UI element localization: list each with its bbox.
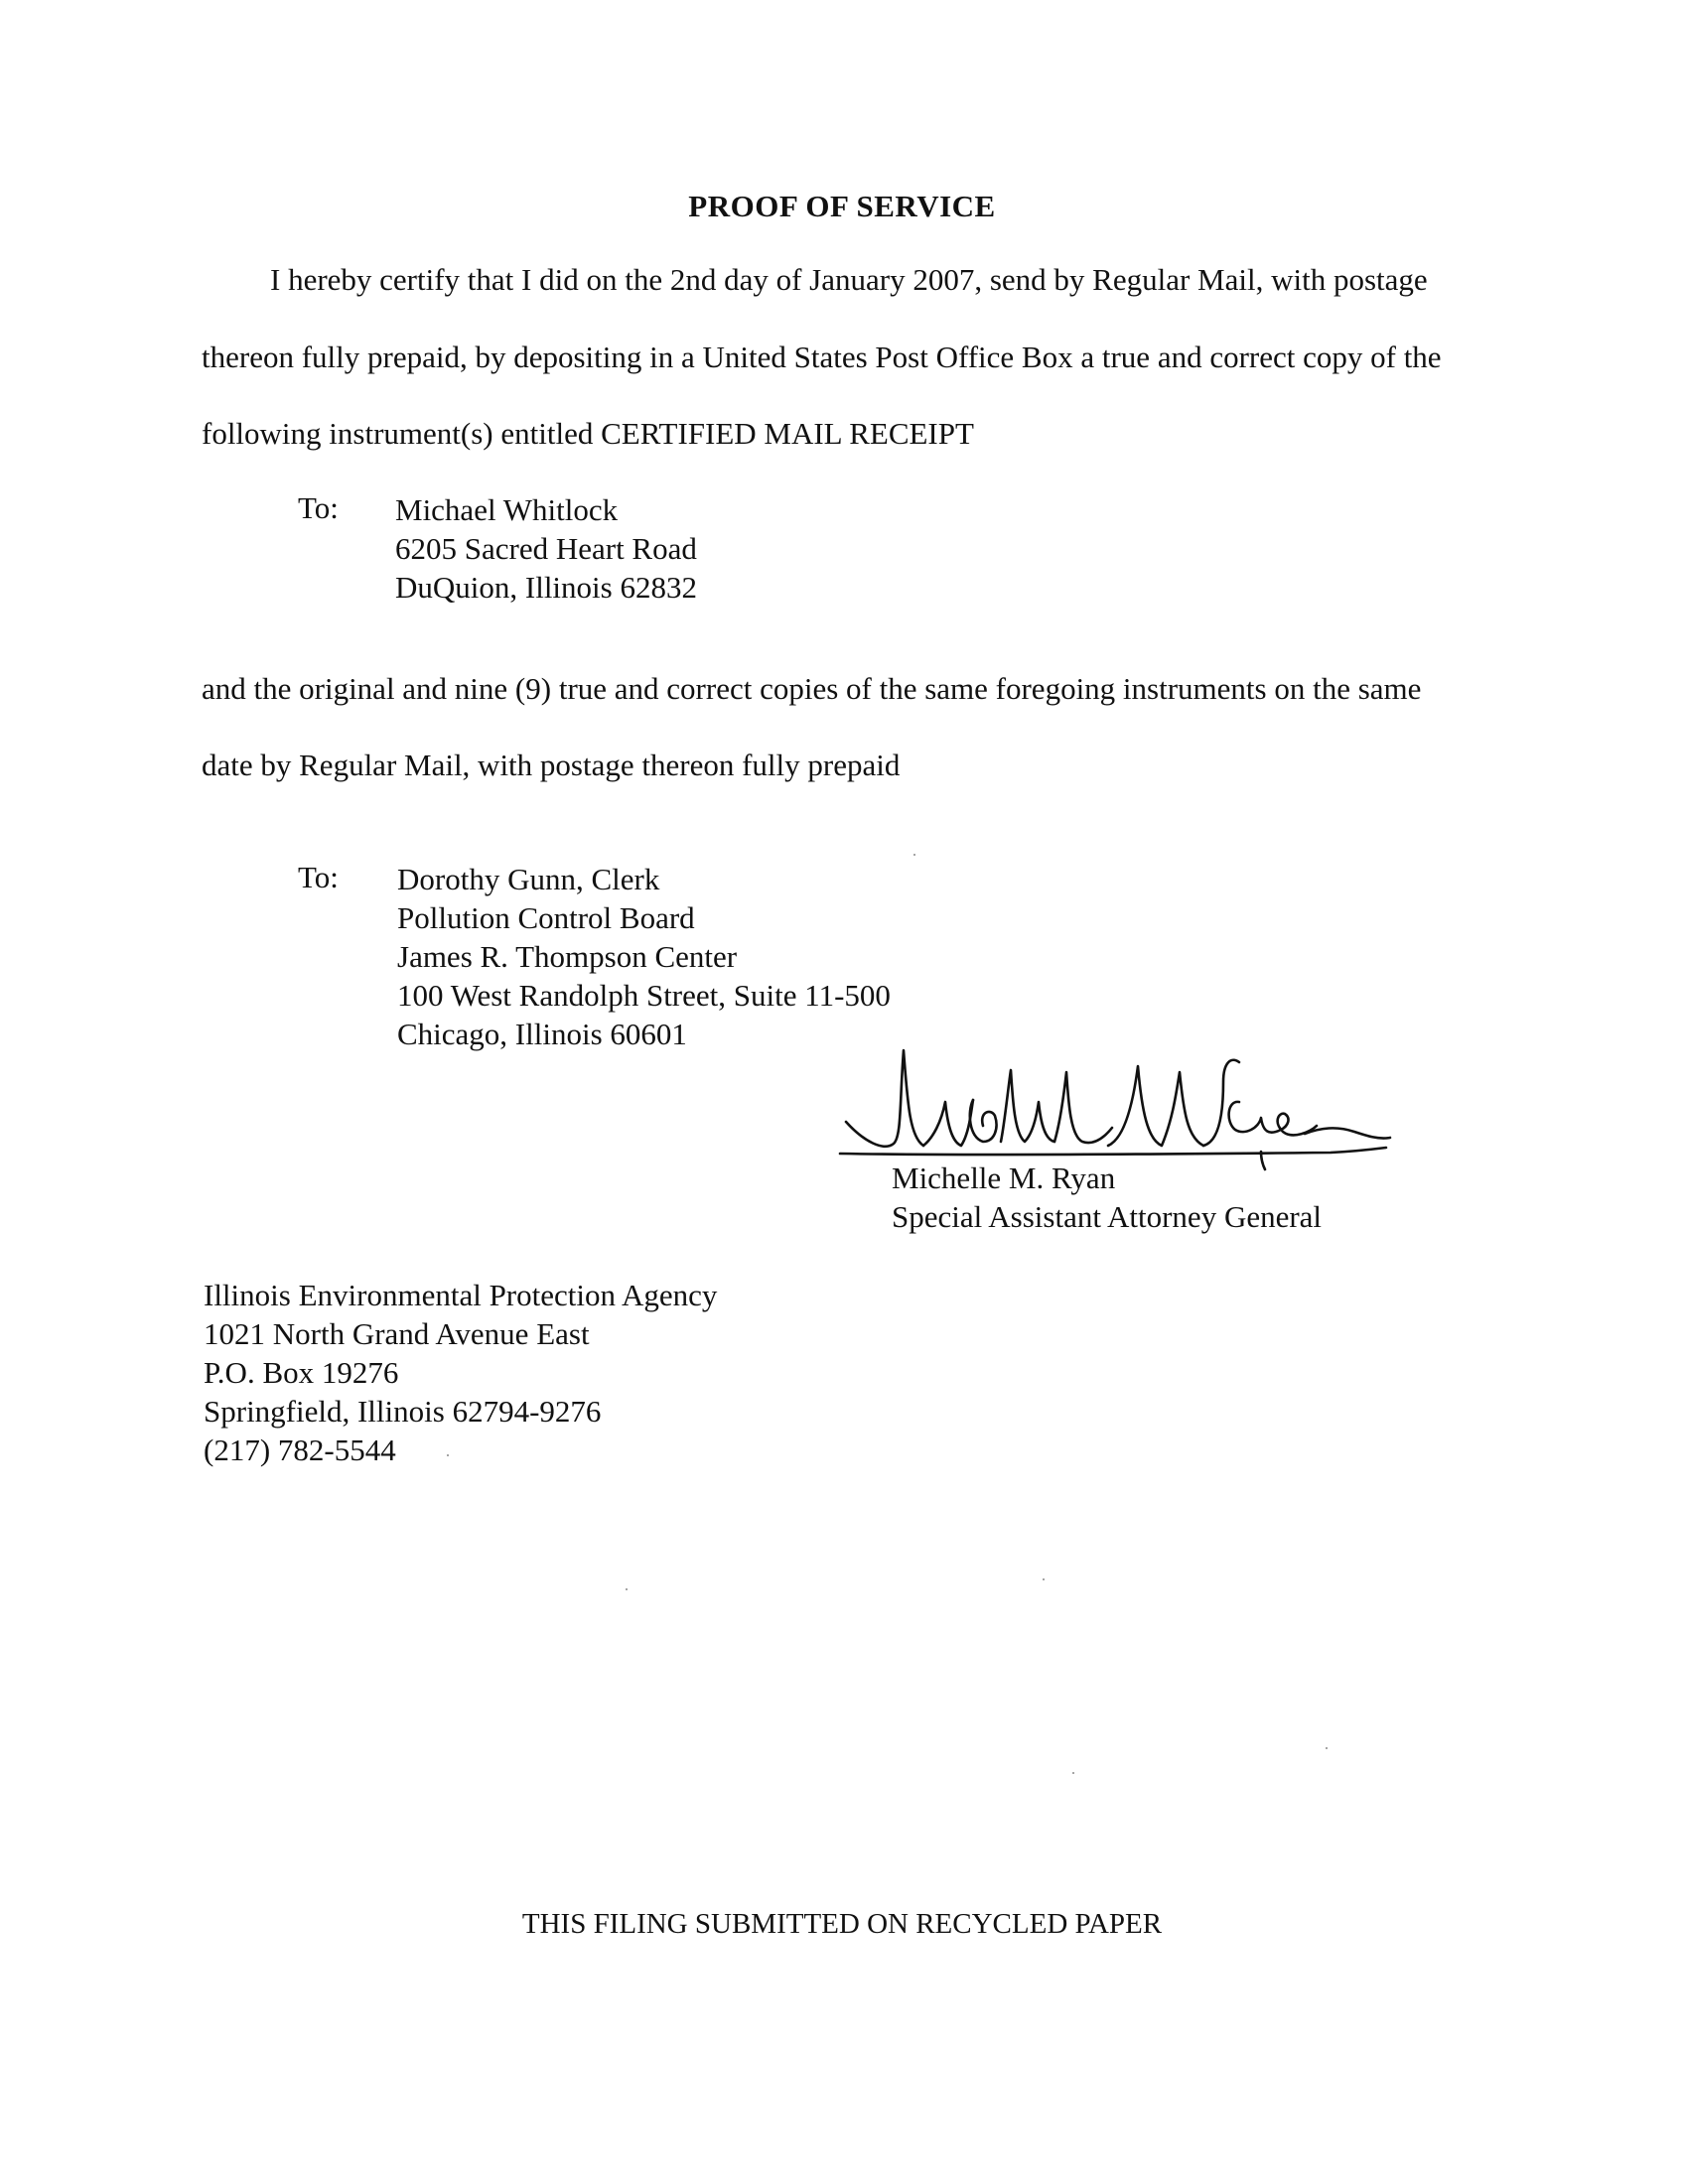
signer-title: Special Assistant Attorney General [892,1199,1323,1234]
recipient-1-street: 6205 Sacred Heart Road [395,531,697,566]
agency-address-block [204,1276,717,1469]
recipient-2-label: To: [298,860,339,894]
recipient-2-board: Pollution Control Board [397,900,695,935]
recipient-1-name: Michael Whitlock [395,492,619,527]
certification-line-1: I hereby certify that I did on the 2nd day of January 2007, send by Regular Mail, with postage [270,262,1428,297]
scan-speck [1326,1747,1328,1749]
agency-street: 1021 North Grand Avenue East [204,1316,590,1351]
recipient-2-name: Dorothy Gunn, Clerk [397,862,660,896]
agency-city: Springfield, Illinois 62794-9276 [204,1394,602,1429]
recipient-2-city: Chicago, Illinois 60601 [397,1017,687,1051]
second-paragraph-line-2: date by Regular Mail, with postage thereon fully prepaid [202,748,901,782]
scan-speck [1072,1772,1074,1774]
recipient-1-label: To: [298,490,339,525]
signer-name: Michelle M. Ryan [892,1160,1116,1195]
certification-line-2: thereon fully prepaid, by depositing in a United States Post Office Box a true and correct copy of the [202,340,1442,374]
scan-speck [1043,1578,1045,1580]
recipient-2-building: James R. Thompson Center [397,939,738,974]
recipient-2-address [397,860,891,1053]
agency-phone: (217) 782-5544 [204,1433,396,1467]
recycled-paper-footer: THIS FILING SUBMITTED ON RECYCLED PAPER [521,1908,1163,1940]
agency-po-box: P.O. Box 19276 [204,1355,399,1390]
recipient-2-street: 100 West Randolph Street, Suite 11-500 [397,978,891,1013]
second-paragraph-line-1: and the original and nine (9) true and correct copies of the same foregoing instruments on the same [202,671,1422,706]
scan-speck [626,1588,628,1590]
scan-speck [447,1454,449,1456]
scan-speck [913,854,915,856]
agency-name: Illinois Environmental Protection Agency [204,1278,718,1312]
document-title: PROOF OF SERVICE [688,189,996,223]
recipient-1-city: DuQuion, Illinois 62832 [395,570,697,605]
certification-line-3: following instrument(s) entitled CERTIFIED MAIL RECEIPT [202,416,974,451]
recipient-1-address [395,490,697,607]
signer-block [892,1159,1322,1236]
